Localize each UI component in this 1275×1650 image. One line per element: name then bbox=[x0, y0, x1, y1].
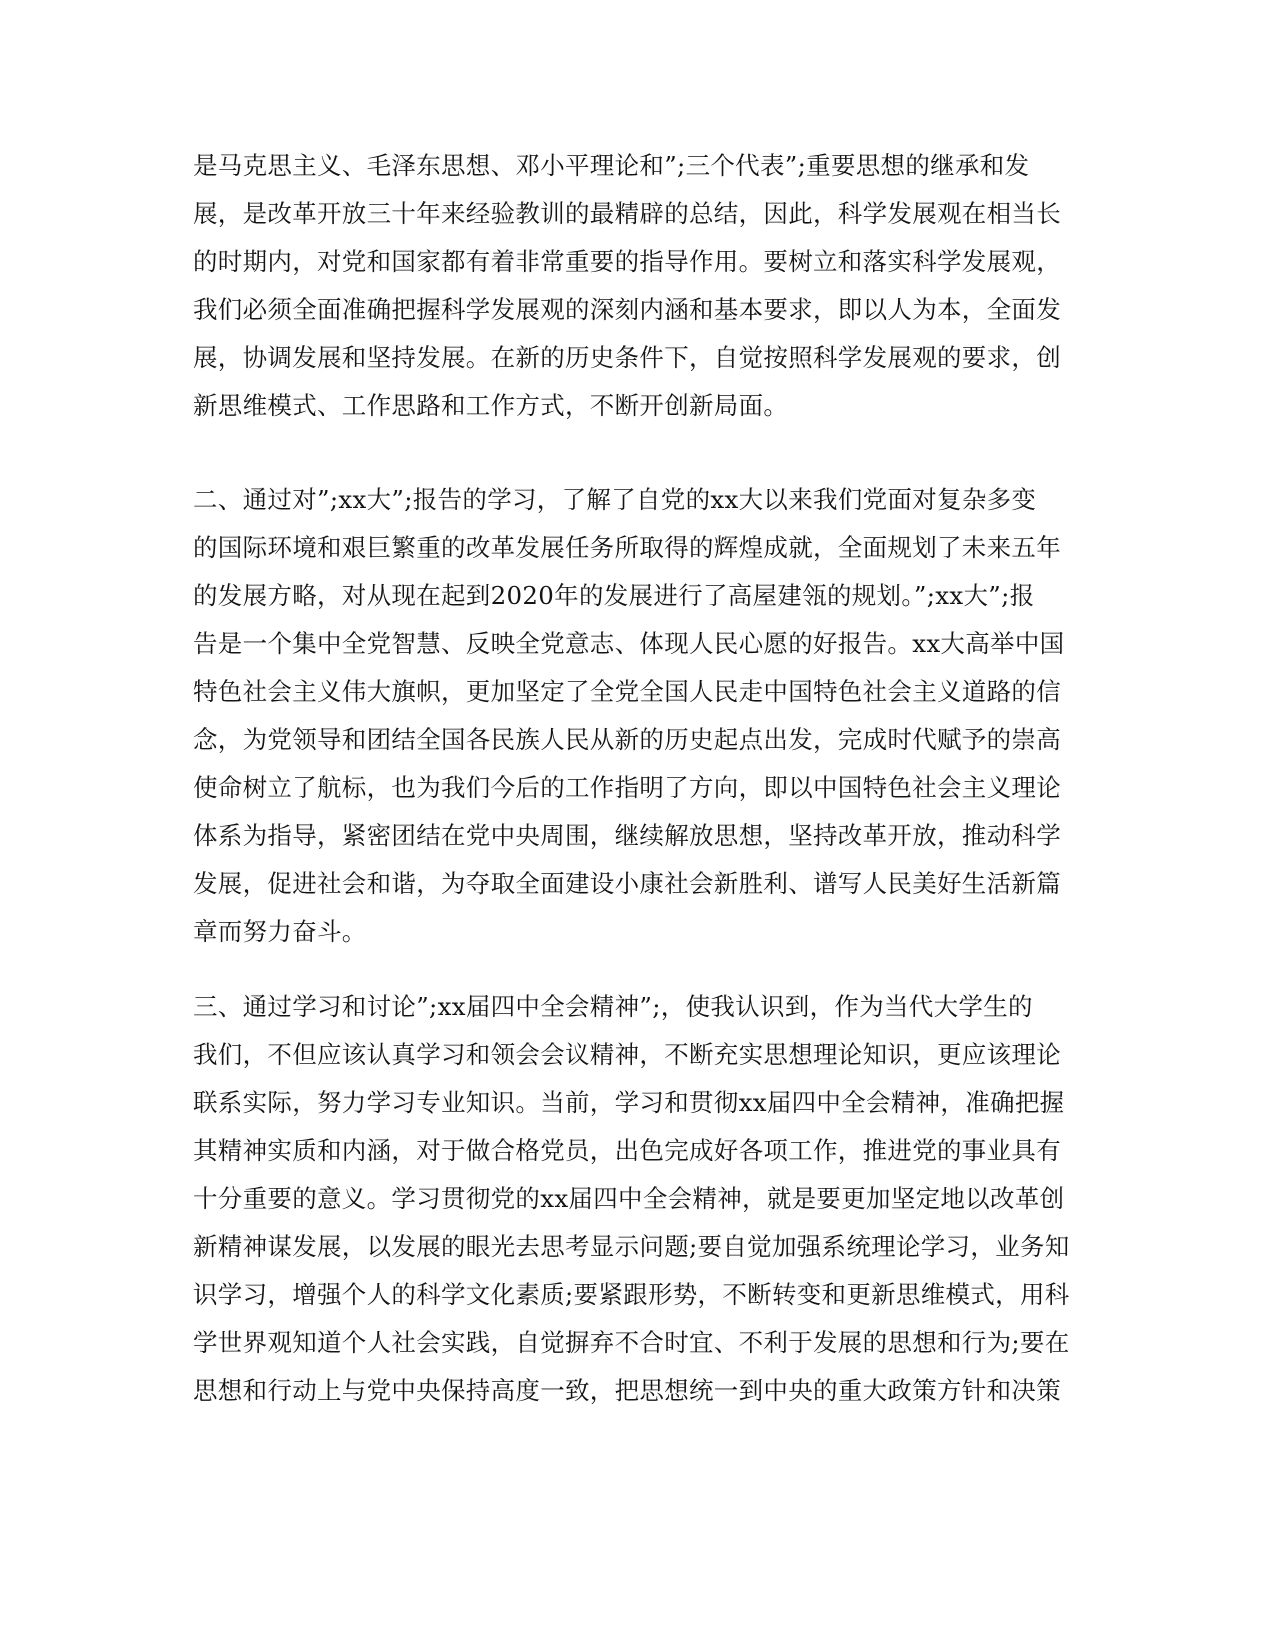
text-line: 是马克思主义、毛泽东思想、邓小平理论和”;三个代表”;重要思想的继承和发 bbox=[193, 151, 1030, 180]
paragraph-3 bbox=[193, 983, 1073, 1415]
text-line: 的国际环境和艰巨繁重的改革发展任务所取得的辉煌成就，全面规划了未来五年 bbox=[193, 533, 1061, 562]
text-line: 我们必须全面准确把握科学发展观的深刻内涵和基本要求，即以人为本，全面发 bbox=[193, 295, 1061, 324]
paragraph-1 bbox=[193, 142, 1073, 430]
text-line: 其精神实质和内涵，对于做合格党员，出色完成好各项工作，推进党的事业具有 bbox=[193, 1136, 1061, 1165]
text-line: 特色社会主义伟大旗帜，更加坚定了全党全国人民走中国特色社会主义道路的信 bbox=[193, 677, 1061, 706]
text-line: 新精神谋发展，以发展的眼光去思考显示问题;要自觉加强系统理论学习，业务知 bbox=[193, 1232, 1070, 1261]
text-line: 体系为指导，紧密团结在党中央周围，继续解放思想，坚持改革开放，推动科学 bbox=[193, 821, 1061, 850]
paragraph-2 bbox=[193, 476, 1073, 956]
text-line: 识学习，增强个人的科学文化素质;要紧跟形势，不断转变和更新思维模式，用科 bbox=[193, 1280, 1070, 1309]
text-line: 发展，促进社会和谐，为夺取全面建设小康社会新胜利、谱写人民美好生活新篇 bbox=[193, 869, 1061, 898]
text-line: 二、通过对”;xx大”;报告的学习，了解了自党的xx大以来我们党面对复杂多变 bbox=[193, 485, 1037, 514]
text-line: 告是一个集中全党智慧、反映全党意志、体现人民心愿的好报告。xx大高举中国 bbox=[193, 629, 1065, 658]
text-line: 我们，不但应该认真学习和领会会议精神，不断充实思想理论知识，更应该理论 bbox=[193, 1040, 1061, 1069]
text-line: 三、通过学习和讨论”;xx届四中全会精神”;，使我认识到，作为当代大学生的 bbox=[193, 992, 1033, 1021]
text-line: 新思维模式、工作思路和工作方式，不断开创新局面。 bbox=[193, 391, 789, 420]
text-line: 展，是改革开放三十年来经验教训的最精辟的总结，因此，科学发展观在相当长 bbox=[193, 199, 1061, 228]
text-line: 章而努力奋斗。 bbox=[193, 917, 367, 946]
text-line: 的发展方略，对从现在起到2020年的发展进行了高屋建瓴的规划。”;xx大”;报 bbox=[193, 581, 1035, 610]
text-line: 学世界观知道个人社会实践，自觉摒弃不合时宜、不利于发展的思想和行为;要在 bbox=[193, 1328, 1070, 1357]
text-line: 联系实际，努力学习专业知识。当前，学习和贯彻xx届四中全会精神，准确把握 bbox=[193, 1088, 1065, 1117]
text-line: 念，为党领导和团结全国各民族人民从新的历史起点出发，完成时代赋予的崇高 bbox=[193, 725, 1061, 754]
text-line: 展，协调发展和坚持发展。在新的历史条件下，自觉按照科学发展观的要求，创 bbox=[193, 343, 1061, 372]
text-line: 思想和行动上与党中央保持高度一致，把思想统一到中央的重大政策方针和决策 bbox=[193, 1376, 1061, 1405]
text-line: 十分重要的意义。学习贯彻党的xx届四中全会精神，就是要更加坚定地以改革创 bbox=[193, 1184, 1065, 1213]
text-line: 的时期内，对党和国家都有着非常重要的指导作用。要树立和落实科学发展观， bbox=[193, 247, 1061, 276]
text-line: 使命树立了航标，也为我们今后的工作指明了方向，即以中国特色社会主义理论 bbox=[193, 773, 1061, 802]
